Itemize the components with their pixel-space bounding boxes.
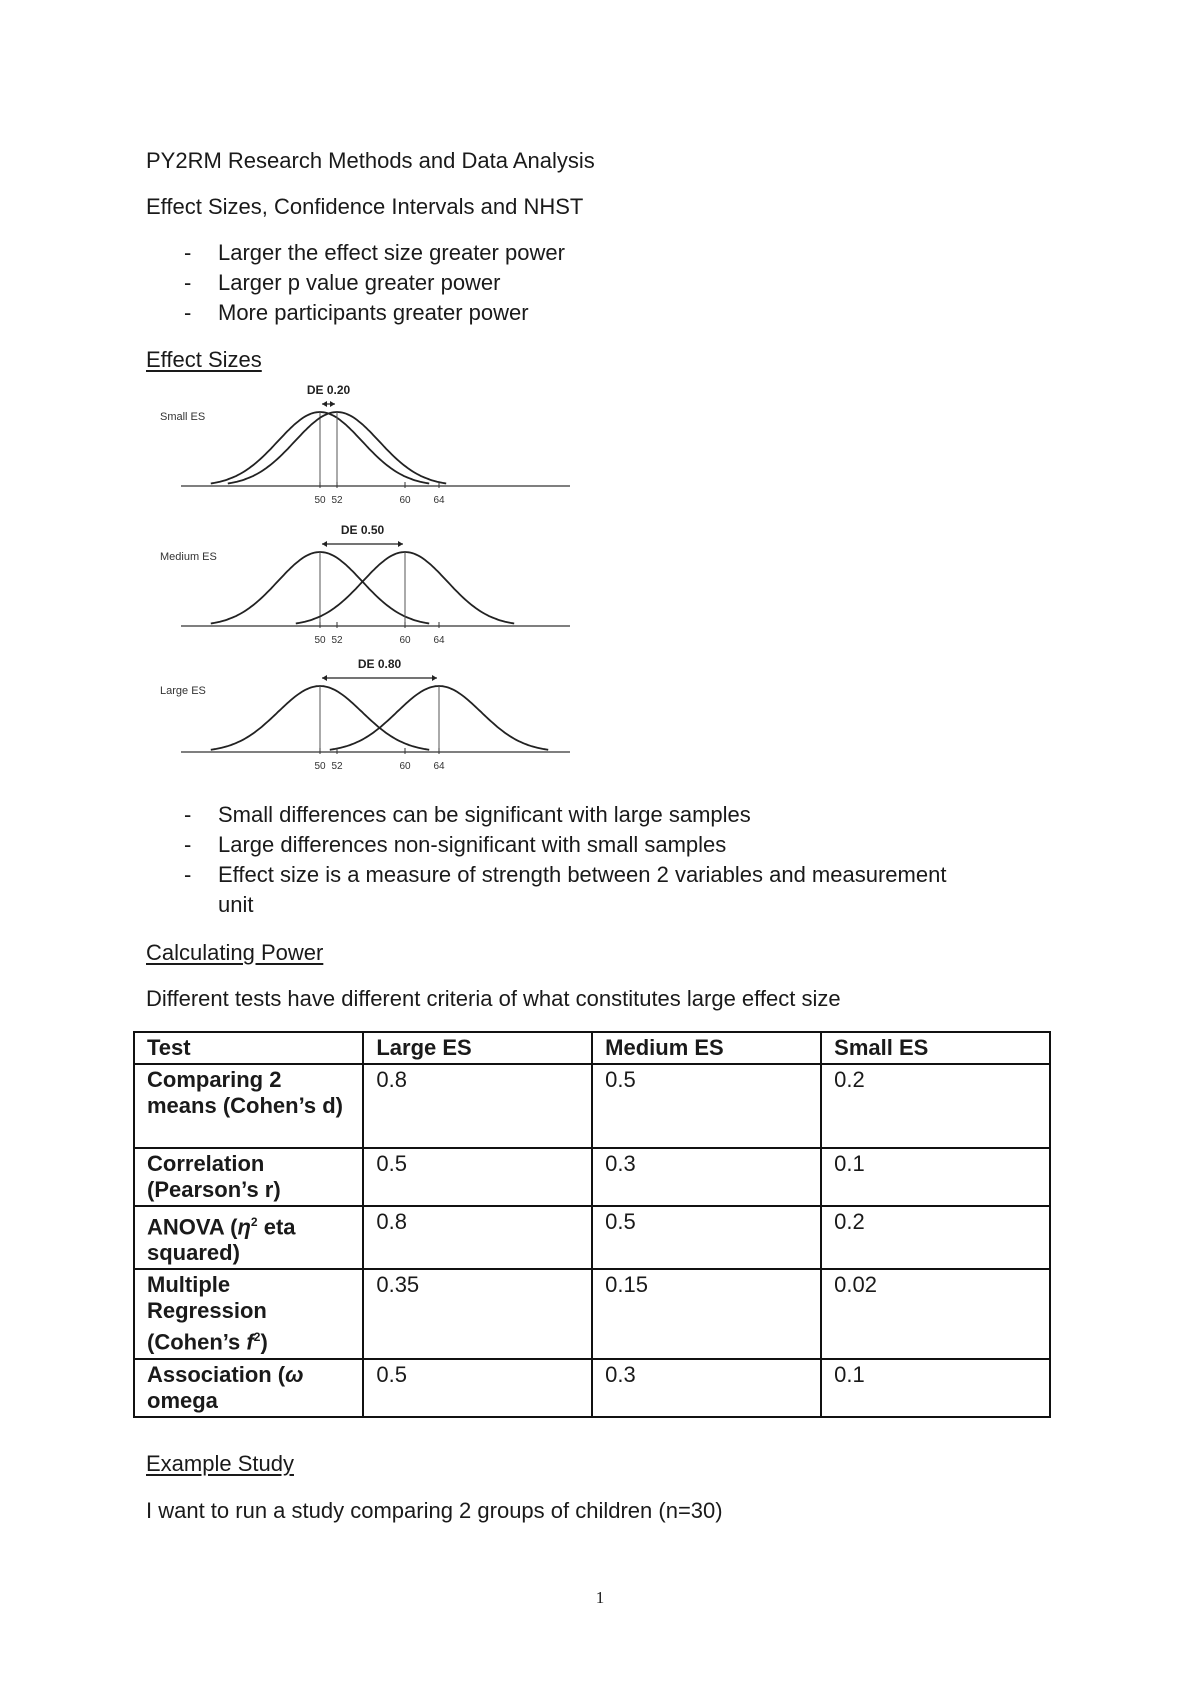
panel-label: Medium ES bbox=[160, 551, 217, 563]
tick-label: 52 bbox=[331, 635, 343, 646]
tick-label: 52 bbox=[331, 495, 343, 506]
tick-label: 64 bbox=[433, 761, 445, 772]
column-header: Small ES bbox=[821, 1032, 1050, 1064]
de-label: DE 0.80 bbox=[357, 657, 402, 671]
example-study-heading: Example Study bbox=[146, 1451, 294, 1476]
power-description: Different tests have different criteria of what constitutes large effect size bbox=[146, 986, 841, 1011]
list-item: - Effect size is a measure of strength between 2 variables and measurement bbox=[184, 862, 947, 887]
medium-es-cell: 0.5 bbox=[592, 1064, 821, 1148]
column-header: Large ES bbox=[363, 1032, 592, 1064]
list-item: - Larger p value greater power bbox=[184, 270, 501, 295]
de-label: DE 0.20 bbox=[306, 383, 351, 397]
tick-label: 60 bbox=[399, 635, 411, 646]
de-label: DE 0.50 bbox=[340, 523, 385, 537]
tick-label: 50 bbox=[314, 761, 326, 772]
test-name-cell: Association (ω omega bbox=[134, 1359, 363, 1417]
es-bullet-list bbox=[146, 800, 946, 920]
eta-symbol: η bbox=[237, 1214, 251, 1240]
small-es-cell: 0.1 bbox=[821, 1359, 1050, 1417]
tick-label: 64 bbox=[433, 495, 445, 506]
small-es-cell: 0.02 bbox=[821, 1269, 1050, 1358]
topic-title: Effect Sizes, Confidence Intervals and NHST bbox=[146, 194, 584, 219]
table-row bbox=[134, 1269, 1050, 1358]
tick-label: 50 bbox=[314, 635, 326, 646]
page-number: 1 bbox=[595, 1588, 605, 1607]
tick-label: 64 bbox=[433, 635, 445, 646]
small-es-cell: 0.2 bbox=[821, 1064, 1050, 1148]
effect-sizes-heading: Effect Sizes bbox=[146, 347, 262, 372]
large-es-cell: 0.35 bbox=[363, 1269, 592, 1358]
panel-1 bbox=[160, 523, 570, 646]
table-row bbox=[134, 1359, 1050, 1417]
small-es-cell: 0.2 bbox=[821, 1206, 1050, 1269]
list-item: - Larger the effect size greater power bbox=[184, 240, 565, 265]
test-name-cell: Correlation (Pearson’s r) bbox=[134, 1148, 363, 1206]
medium-es-cell: 0.15 bbox=[592, 1269, 821, 1358]
tick-label: 52 bbox=[331, 761, 343, 772]
table-row bbox=[134, 1206, 1050, 1269]
test-name-cell: Multiple Regression (Cohen’s $f^2$) bbox=[134, 1269, 363, 1358]
panel-0 bbox=[160, 383, 570, 506]
table-row bbox=[134, 1148, 1050, 1206]
small-es-cell: 0.1 bbox=[821, 1148, 1050, 1206]
calculating-power-heading: Calculating Power bbox=[146, 940, 324, 965]
column-header: Test bbox=[134, 1032, 363, 1064]
f-symbol: f bbox=[246, 1329, 254, 1355]
medium-es-cell: 0.3 bbox=[592, 1148, 821, 1206]
panel-2 bbox=[160, 657, 570, 772]
medium-es-cell: 0.5 bbox=[592, 1206, 821, 1269]
large-es-cell: 0.5 bbox=[363, 1148, 592, 1206]
list-item: - Small differences can be significant with large samples bbox=[184, 802, 751, 827]
list-item: - Large differences non-significant with small samples bbox=[184, 832, 727, 857]
test-name-cell: Comparing 2 means (Cohen’s d) bbox=[134, 1064, 363, 1148]
effect-size-table bbox=[133, 1031, 1051, 1418]
large-es-cell: 0.8 bbox=[363, 1206, 592, 1269]
large-es-cell: 0.5 bbox=[363, 1359, 592, 1417]
tick-label: 50 bbox=[314, 495, 326, 506]
table-header-row bbox=[134, 1032, 1050, 1064]
intro-bullet-list bbox=[146, 238, 565, 328]
omega-symbol: ω bbox=[285, 1361, 304, 1387]
large-es-cell: 0.8 bbox=[363, 1064, 592, 1148]
tick-label: 60 bbox=[399, 761, 411, 772]
panel-label: Small ES bbox=[160, 411, 206, 423]
medium-es-cell: 0.3 bbox=[592, 1359, 821, 1417]
example-study-text: I want to run a study comparing 2 groups of children (n=30) bbox=[146, 1498, 723, 1523]
test-name-cell: ANOVA ($\eta^2$ eta squared) bbox=[134, 1206, 363, 1269]
panel-label: Large ES bbox=[160, 685, 206, 697]
table-row bbox=[134, 1064, 1050, 1148]
effect-size-figure bbox=[150, 383, 580, 776]
list-item: - More participants greater power bbox=[184, 300, 529, 325]
column-header: Medium ES bbox=[592, 1032, 821, 1064]
list-item: unit bbox=[218, 892, 254, 917]
course-title: PY2RM Research Methods and Data Analysis bbox=[146, 148, 595, 173]
tick-label: 60 bbox=[399, 495, 411, 506]
